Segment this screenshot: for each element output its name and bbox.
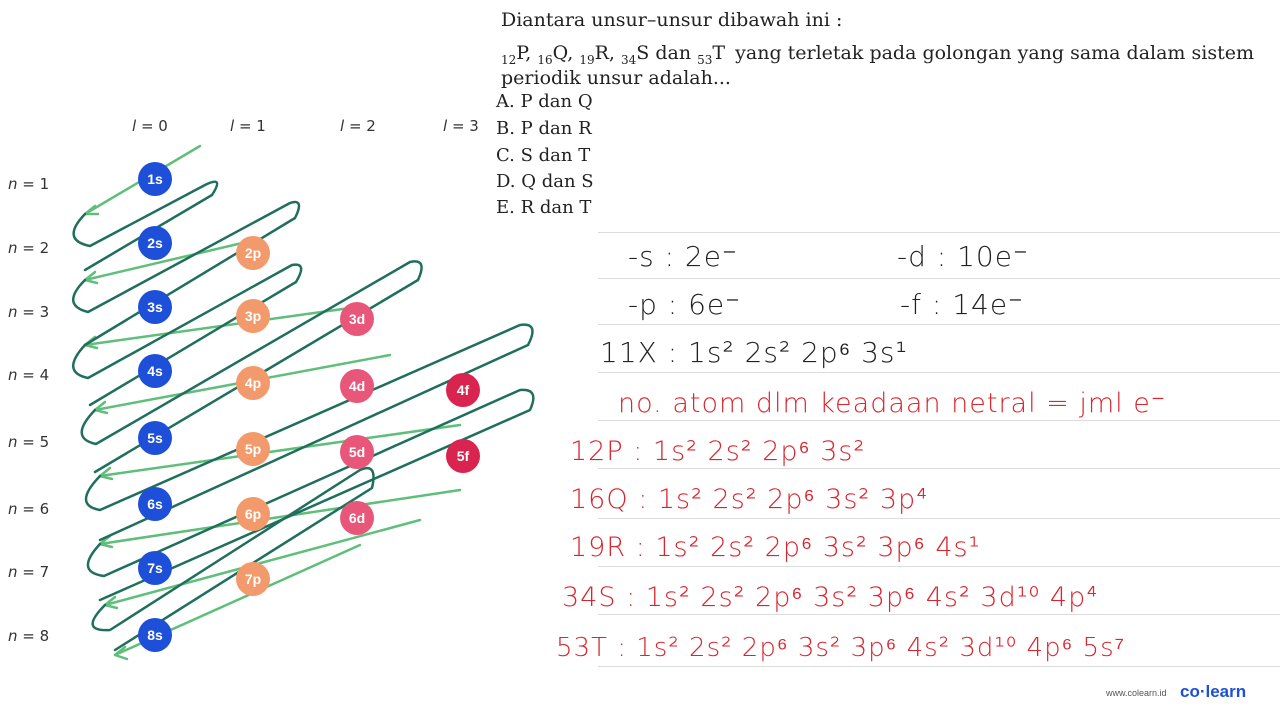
element-12: $_{12}$P, (501, 42, 532, 67)
note-rule: no. atom dlm keadaan netral = jml e⁻ (618, 388, 1167, 419)
ruled-line (598, 278, 1280, 279)
ruled-line (598, 614, 1280, 615)
orbital-5f: 5f (446, 439, 480, 473)
n-label-7: n = 7 (8, 563, 50, 581)
option-a[interactable]: A. P dan Q (496, 91, 593, 112)
orbital-1s: 1s (138, 162, 172, 196)
ruled-line (598, 566, 1280, 567)
orbital-4d: 4d (340, 369, 374, 403)
orbital-5d: 5d (340, 435, 374, 469)
n-label-8: n = 8 (8, 627, 50, 645)
option-d[interactable]: D. Q dan S (496, 171, 594, 192)
orbital-8s: 8s (138, 618, 172, 652)
orbital-6s: 6s (138, 487, 172, 521)
element-53: $_{53}$T (697, 42, 726, 67)
aufbau-arrows (0, 0, 600, 720)
orbital-5s: 5s (138, 421, 172, 455)
l-label-0: l = 0 (132, 117, 168, 135)
orbital-7s: 7s (138, 551, 172, 585)
note-f-capacity: -f : 14e⁻ (900, 288, 1024, 321)
orbital-3p: 3p (236, 299, 270, 333)
element-16: $_{16}$Q, (537, 42, 574, 67)
option-c[interactable]: C. S dan T (496, 145, 591, 166)
n-label-5: n = 5 (8, 433, 50, 451)
orbital-3d: 3d (340, 302, 374, 336)
config-16q: 16Q : 1s² 2s² 2p⁶ 3s² 3p⁴ (570, 484, 928, 515)
orbital-2s: 2s (138, 226, 172, 260)
l-label-2: l = 2 (340, 117, 376, 135)
config-19r: 19R : 1s² 2s² 2p⁶ 3s² 3p⁶ 4s¹ (570, 532, 981, 563)
config-34s: 34S : 1s² 2s² 2p⁶ 3s² 3p⁶ 4s² 3d¹⁰ 4p⁴ (562, 582, 1099, 613)
n-label-2: n = 2 (8, 239, 50, 257)
question-line-1: Diantara unsur–unsur dibawah ini : (501, 9, 843, 31)
n-label-4: n = 4 (8, 366, 50, 384)
question-line-3: periodik unsur adalah... (501, 67, 731, 89)
ruled-line (598, 468, 1280, 469)
option-e[interactable]: E. R dan T (496, 197, 592, 218)
option-b[interactable]: B. P dan R (496, 118, 592, 139)
orbital-6d: 6d (340, 501, 374, 535)
ruled-line (598, 666, 1280, 667)
arrow-3 (85, 308, 350, 345)
ruled-line (598, 372, 1280, 373)
note-p-capacity: -p : 6e⁻ (628, 288, 741, 321)
ruled-line (598, 324, 1280, 325)
ruled-line (598, 518, 1280, 519)
footer-url[interactable]: www.colearn.id (1106, 688, 1167, 698)
element-19: $_{19}$R, (579, 42, 615, 67)
ruled-line (598, 420, 1280, 421)
orbital-4s: 4s (138, 354, 172, 388)
n-label-3: n = 3 (8, 303, 50, 321)
question-line-2-rest: yang terletak pada golongan yang sama dalam sistem (735, 42, 1254, 64)
orbital-6p: 6p (236, 497, 270, 531)
orbital-3s: 3s (138, 290, 172, 324)
orbital-4p: 4p (236, 366, 270, 400)
orbital-4f: 4f (446, 373, 480, 407)
note-example-x: 11X : 1s² 2s² 2p⁶ 3s¹ (600, 336, 908, 369)
element-34: $_{34}$S dan (621, 42, 692, 67)
orbital-7p: 7p (236, 562, 270, 596)
ruled-line (598, 232, 1280, 233)
colearn-logo: co·learn (1180, 682, 1247, 701)
n-label-6: n = 6 (8, 500, 50, 518)
l-label-1: l = 1 (230, 117, 266, 135)
n-label-1: n = 1 (8, 175, 50, 193)
question-line-2 (501, 42, 1254, 67)
l-label-3: l = 3 (443, 117, 479, 135)
note-s-capacity: -s : 2e⁻ (628, 240, 738, 273)
orbital-5p: 5p (236, 432, 270, 466)
config-12p: 12P : 1s² 2s² 2p⁶ 3s² (570, 436, 866, 467)
orbital-2p: 2p (236, 236, 270, 270)
note-d-capacity: -d : 10e⁻ (897, 240, 1029, 273)
config-53t: 53T : 1s² 2s² 2p⁶ 3s² 3p⁶ 4s² 3d¹⁰ 4p⁶ 5s⁷ (556, 633, 1126, 663)
